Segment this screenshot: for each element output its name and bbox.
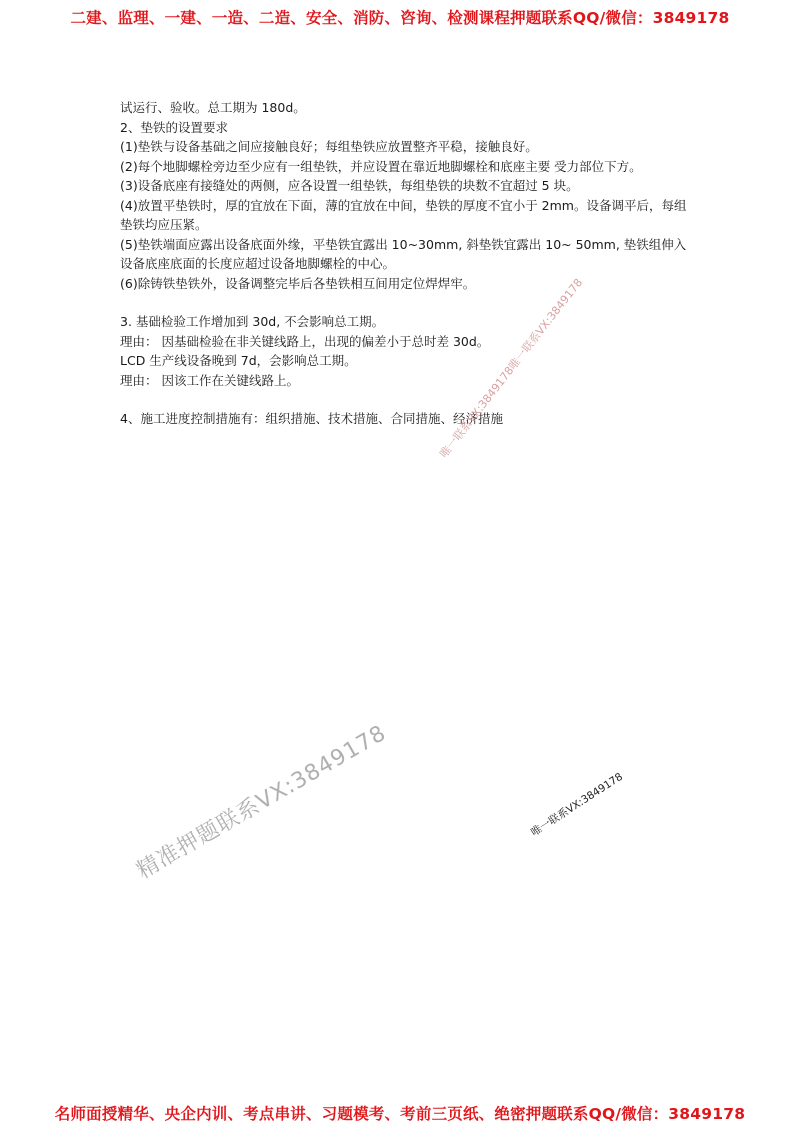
section-2-item-1: (1)垫铁与设备基础之间应接触良好；每组垫铁应放置整齐平稳，接触良好。 [120,139,538,154]
section-3-reason-1: 理由： 因基础检验在非关键线路上，出现的偏差小于总时差 30d。 [120,333,490,349]
footer-banner: 名师面授精华、央企内训、考点串讲、习题模考、考前三页纸、绝密押题联系QQ/微信：3849178 [54,1105,746,1123]
small-watermark: 唯一联系VX:3849178 [529,770,626,839]
section-3-lcd-line: LCD 生产线设备晚到 7d，会影响总工期。 [120,353,357,368]
large-watermark: 精准押题联系VX:3849178 [132,720,391,885]
section-2-item-2: (2)每个地脚螺栓旁边至少应有一组垫铁，并应设置在靠近地脚螺栓和底座主要 受力部位下方。 [120,158,642,174]
section-2-item-3: (3)设备底座有接缝处的两侧，应各设置一组垫铁，每组垫铁的块数不宜超过 5 块。 [120,178,579,193]
section-2-item-5: (5)垫铁端面应露出设备底面外缘，平垫铁宜露出 10~30mm, 斜垫铁宜露出 10~ 50mm, 垫铁组伸入设备底座底面的长度应超过设备地脚螺栓的中心。 [120,236,687,271]
section-2-item-6: (6)除铸铁垫铁外，设备调整完毕后各垫铁相互间用定位焊焊牢。 [120,275,476,291]
section-3-title: 3. 基础检验工作增加到 30d, 不会影响总工期。 [120,314,385,329]
header-banner: 二建、监理、一建、一造、二造、安全、消防、咨询、检测课程押题联系QQ/微信：3849178 [70,9,730,27]
intro-line: 试运行、验收。总工期为 180d。 [120,100,306,115]
section-2-item-4: (4)放置平垫铁时，厚的宜放在下面，薄的宜放在中间，垫铁的厚度不宜小于 2mm。设备调平后，每组垫铁均应压紧。 [120,197,687,232]
section-3-reason-2: 理由： 因该工作在关键线路上。 [120,372,299,388]
document-body [120,98,692,429]
diagonal-watermark: 唯一联系VX:3849178唯一联系VX:3849178 [437,276,586,461]
section-4-title: 4、施工进度控制措施有：组织措施、技术措施、合同措施、经济措施 [120,411,503,426]
spacer [120,390,692,409]
section-2-title: 2、垫铁的设置要求 [120,119,228,135]
spacer [120,293,692,312]
